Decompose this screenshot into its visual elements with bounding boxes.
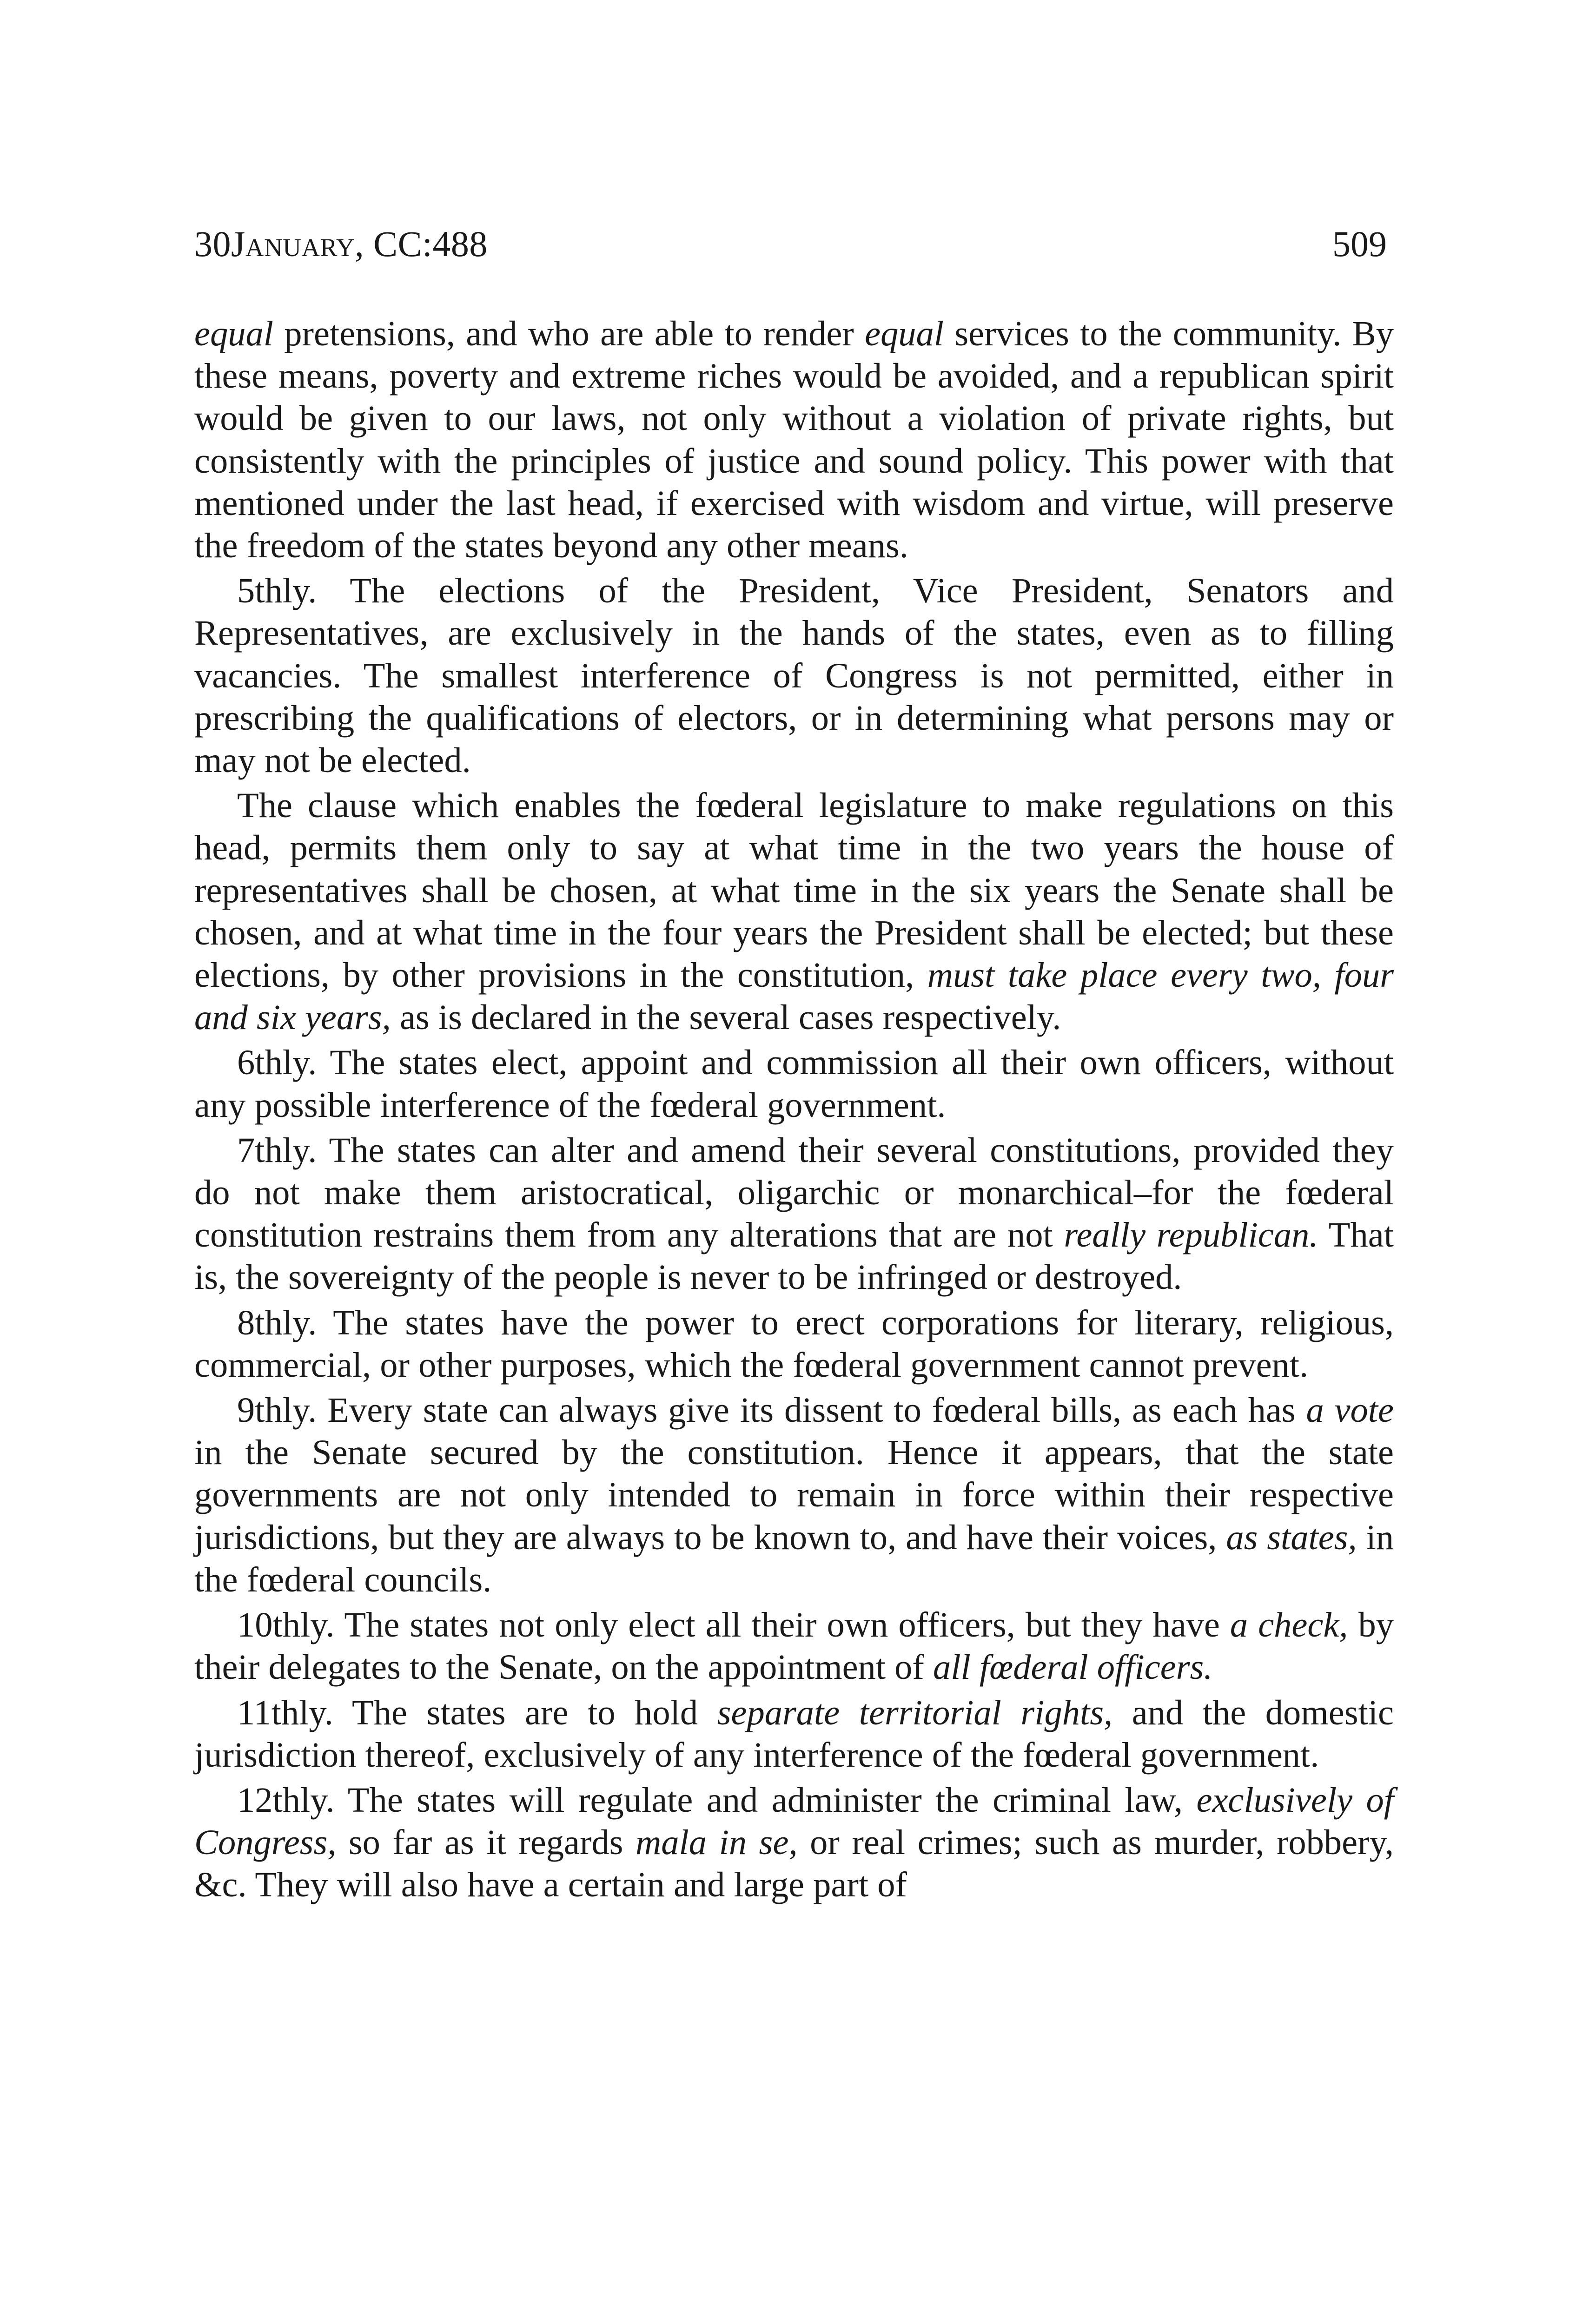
paragraph bbox=[194, 784, 1394, 1038]
running-head-date-ref bbox=[194, 218, 488, 270]
italic-text: a vote bbox=[1306, 1390, 1394, 1430]
text-segment: and the domestic jurisdiction thereof, exclusively of any interference of the fœderal government. bbox=[194, 1692, 1394, 1775]
body-text bbox=[194, 312, 1394, 1906]
text-segment: or real crimes; such as murder, robbery, &c. They will also have a certain and large part of bbox=[194, 1822, 1394, 1905]
paragraph bbox=[194, 1389, 1394, 1601]
italic-text: all fœderal officers. bbox=[933, 1647, 1213, 1687]
text-segment: 10thly. The states not only elect all their own officers, but they have bbox=[237, 1605, 1230, 1645]
text-segment: 5thly. The elections of the President, Vice President, Senators and Representatives, are exclusively in the hands of the states, even as to filling vacancies. The smallest interference of Congress is not permitted, either in prescribing the qualifications of electors, or in determining what persons may or may not be elected. bbox=[194, 571, 1394, 780]
italic-text: really republican. bbox=[1064, 1215, 1318, 1255]
text-segment: in the fœderal councils. bbox=[194, 1517, 1394, 1599]
text-segment: so far as it regards bbox=[336, 1822, 636, 1862]
paragraph bbox=[194, 1041, 1394, 1126]
text-segment: pretensions, and who are able to render bbox=[273, 314, 865, 353]
paragraph bbox=[194, 312, 1394, 567]
text-segment: as is declared in the several cases respectively. bbox=[391, 997, 1061, 1037]
header-month: January bbox=[231, 224, 355, 264]
paragraph bbox=[194, 1301, 1394, 1386]
italic-text: as states, bbox=[1226, 1517, 1357, 1557]
text-segment: The clause which enables the fœderal legislature to make regulations on this head, permits them only to say at what time in the two years the house of representatives shall be chosen, at what time in the six years the Senate shall be chosen, and at what time in the four years the President shall be elected; but these elections, by other provisions in the constitution, bbox=[194, 786, 1394, 995]
paragraph bbox=[194, 1779, 1394, 1906]
italic-text: a check, bbox=[1230, 1605, 1348, 1645]
paragraph bbox=[194, 1604, 1394, 1688]
text-segment: in the Senate secured by the constitution. Hence it appears, that the state governments are not only intended to remain in force within their respective jurisdictions, but they are always to be known to, and have their voices, bbox=[194, 1433, 1394, 1557]
header-day: 30 bbox=[194, 224, 231, 264]
text-segment: 6thly. The states elect, appoint and commission all their own officers, without any possible interference of the fœderal government. bbox=[194, 1043, 1394, 1125]
header-doc-ref: , CC:488 bbox=[355, 224, 488, 264]
italic-text: mala in se, bbox=[636, 1822, 798, 1862]
text-segment: 8thly. The states have the power to erect corporations for literary, religious, commercial, or other purposes, which the fœderal government cannot prevent. bbox=[194, 1302, 1394, 1385]
italic-text: separate territorial rights, bbox=[717, 1692, 1113, 1732]
page-number: 509 bbox=[1332, 224, 1387, 264]
italic-text: must take place every two, four and six years, bbox=[194, 955, 1394, 1037]
italic-text: equal bbox=[194, 314, 273, 353]
text-segment: 7thly. The states can alter and amend their several constitutions, provided they do not make them aristocratical, oligarchic or monarchical–for the fœderal constitution restrains them from any alterations that are not bbox=[194, 1130, 1394, 1255]
running-head bbox=[194, 218, 1387, 270]
text-segment: by their delegates to the Senate, on the appointment of bbox=[194, 1605, 1394, 1687]
italic-text: equal bbox=[865, 314, 944, 353]
paragraph bbox=[194, 1129, 1394, 1299]
text-segment: services to the community. By these means, poverty and extreme riches would be avoided, and a republican spirit would be given to our laws, not only without a violation of private rights, but consistently with the principles of justice and sound policy. This power with that mentioned under the last head, if exercised with wisdom and virtue, will preserve the freedom of the states beyond any other means. bbox=[194, 314, 1394, 566]
italic-text: exclusively of Congress, bbox=[194, 1780, 1394, 1862]
text-segment: That is, the sovereignty of the people is never to be infringed or destroyed. bbox=[194, 1215, 1394, 1297]
paragraph bbox=[194, 1691, 1394, 1776]
text-segment: 9thly. Every state can always give its dissent to fœderal bills, as each has bbox=[237, 1390, 1306, 1430]
text-segment: 12thly. The states will regulate and administer the criminal law, bbox=[237, 1780, 1197, 1820]
paragraph bbox=[194, 569, 1394, 781]
text-segment: 11thly. The states are to hold bbox=[237, 1692, 717, 1732]
